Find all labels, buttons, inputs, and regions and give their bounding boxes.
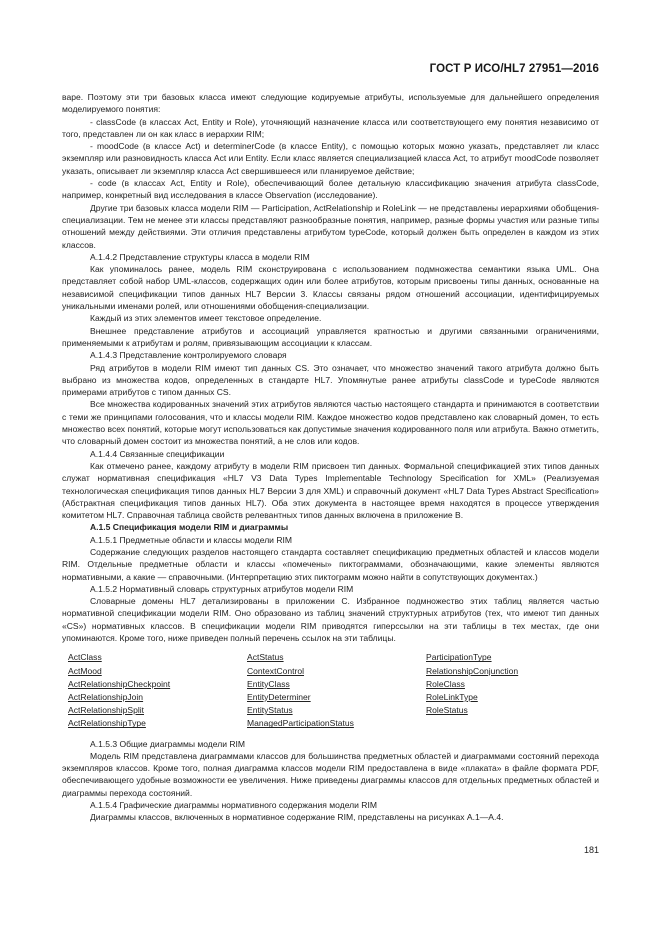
link-participation-type[interactable]: ParticipationType: [426, 652, 492, 663]
standard-header: ГОСТ Р ИСО/HL7 27951—2016: [429, 63, 599, 75]
link-role-link-type[interactable]: RoleLinkType: [426, 691, 478, 702]
link-act-class[interactable]: ActClass: [68, 652, 102, 663]
paragraph: Каждый из этих элементов имеет текстовое определение.: [90, 313, 322, 324]
link-relationship-conjunction[interactable]: RelationshipConjunction: [426, 665, 519, 676]
link-act-relationship-checkpoint[interactable]: ActRelationshipCheckpoint: [68, 678, 171, 689]
paragraph: Внешнее представление атрибутов и ассоциаций управляется кратностью и другими связанными ограничениями, применяемыми к атрибутам и ролям, привязывающим ассоциации к классам.: [62, 325, 599, 348]
link-act-relationship-split[interactable]: ActRelationshipSplit: [68, 705, 145, 716]
list-item: - classCode (в классах Act, Entity и Role), уточняющий назначение класса или соответствующего ему понятия независимо от того, представлен ли он как класс в иерархии RIM;: [62, 116, 599, 139]
link-act-status[interactable]: ActStatus: [247, 652, 284, 663]
link-entity-status[interactable]: EntityStatus: [247, 705, 293, 716]
paragraph: Как отмечено ранее, каждому атрибуту в модели RIM присвоен тип данных. Формальной спецификацией этих типов данных служат нормативная спецификация «HL7 V3 Data Types Implementable Technology Specification for XML» (Реализуемая технологическая спецификация типов данных HL7 Версии 3 для XML) и справочный документ «HL7 Data Types Abstract Specification» (Абстрактная спецификация типов данных HL7). Оба этих документа в настоящее время находятся в процессе утверждения комитетом HL7. Справочная таблица свойств релевантных типов данных включена в приложение В.: [62, 460, 599, 521]
list-item: - moodCode (в классе Act) и determinerCode (в классе Entity), с помощью которых можно указать, представляет ли класс экземпляр или разновидность класса Act или Entity. Если класс является специализацией класса Act, то атрибут moodCode позволяет указать, описывает ли экземпляр класса Act свершившееся или планируемое действие;: [62, 141, 599, 176]
paragraph: Модель RIM представлена диаграммами классов для большинства предметных областей и диаграммами состояний перехода экземпляров классов. Кроме того, полная диаграмма классов модели RIM предоставлена в виде «плаката» в файле формата PDF, обеспечивающего удобные возможности ее увеличения. Ниже приведены диаграммы классов для отдельных предметных областей и диаграммы перехода состояний.: [62, 750, 599, 798]
section-heading-bold: А.1.5 Спецификация модели RIM и диаграммы: [90, 522, 289, 533]
link-context-control[interactable]: ContextControl: [247, 665, 305, 676]
paragraph: Как упоминалось ранее, модель RIM сконструирована с использованием подмножества семантики языка UML. Она представляет собой набор UML-классов, содержащих один или более атрибутов, которым присвоены типы данных, основанные на независимой спецификации типов данных HL7 Версии 3. Классы связаны рядом отношений ассоциации, идентифицируемых уникальными именами ролей, или отношениями обобщения-специализации.: [62, 264, 599, 312]
section-heading: А.1.5.4 Графические диаграммы нормативного содержания модели RIM: [90, 800, 377, 811]
link-managed-participation-status[interactable]: ManagedParticipationStatus: [247, 718, 354, 729]
link-act-mood[interactable]: ActMood: [68, 665, 102, 676]
link-role-class[interactable]: RoleClass: [426, 678, 465, 689]
link-entity-class[interactable]: EntityClass: [247, 678, 290, 689]
paragraph: Диаграммы классов, включенных в нормативное содержание RIM, представлены на рисунках А.1—А.4.: [90, 812, 504, 823]
link-act-relationship-type[interactable]: ActRelationshipType: [68, 718, 146, 729]
link-entity-determiner[interactable]: EntityDeterminer: [247, 691, 311, 702]
paragraph: Ряд атрибутов в модели RIM имеют тип данных CS. Это означает, что множество значений такого атрибута должно быть выбрано из множества кодов, определенных в стандарте HL7. Упомянутые ранее атрибуты classCode и typeCode являются примерами атрибутов с типом данных CS.: [62, 362, 599, 398]
link-column-3: [426, 651, 605, 730]
link-column-2: [247, 651, 426, 730]
link-act-relationship-join[interactable]: ActRelationshipJoin: [68, 691, 144, 702]
link-role-status[interactable]: RoleStatus: [426, 705, 468, 716]
paragraph: Другие три базовых класса модели RIM — Participation, ActRelationship и RoleLink — не представлены иерархиями обобщения-специализации. Тем не менее эти классы представляют разнообразные понятия, например, разные формы участия или разные типы отношений между действиями. Эти отличия представлены атрибутом typeCode, который должен быть определен в каждом из этих классов.: [62, 202, 599, 250]
page-number: 181: [583, 845, 599, 855]
section-heading: А.1.5.3 Общие диаграммы модели RIM: [90, 738, 246, 749]
link-column-1: [68, 651, 247, 730]
paragraph: варе. Поэтому эти три базовых класса имеют следующие кодируемые атрибуты, используемые для дальнейшего определения моделируемого понятия:: [62, 92, 599, 115]
section-heading: А.1.4.3 Представление контролируемого словаря: [90, 350, 287, 361]
section-heading: А.1.5.1 Предметные области и классы модели RIM: [90, 534, 292, 545]
section-heading: А.1.5.2 Нормативный словарь структурных атрибутов модели RIM: [90, 583, 354, 594]
section-heading: А.1.4.2 Представление структуры класса в модели RIM: [90, 251, 310, 262]
list-item: - code (в классах Act, Entity и Role), обеспечивающий более детальную классификацию значения атрибута classCode, например, конкретный вид исследования в классе Observation (исследование).: [62, 178, 599, 201]
section-heading: А.1.4.4 Связанные спецификации: [90, 448, 225, 459]
document-body: [62, 91, 599, 824]
paragraph: Все множества кодированных значений этих атрибутов являются частью настоящего стандарта и принимаются в соответствии с теми же принципами голосования, что и классы модели RIM. Каждое множество кодов представлено как словарный домен, то есть множество всех понятий, которые могут использоваться как допустимые значения кодированного поля или атрибута. Важно отметить, что словарный домен состоит из множества понятий, а не слов или кодов.: [62, 399, 599, 447]
paragraph: Словарные домены HL7 детализированы в приложении С. Избранное подмножество этих таблиц является частью нормативной спецификации модели RIM. Оно образовано из таблиц значений структурных атрибутов (тех, что имеют тип данных «CS») нормативных классов. В спецификации модели RIM приводятся гиперссылки на эти таблицы в тех местах, где они упоминаются. Кроме того, ниже приведен полный перечень ссылок на эти таблицы.: [62, 596, 599, 644]
hyperlink-table: [68, 651, 599, 730]
paragraph: Содержание следующих разделов настоящего стандарта составляет спецификацию предметных областей и классов модели RIM. Отдельные предметные области и классы «помечены» пиктограммами, обозначающими, какие элементы являются нормативными, а какие — справочными. (Интерпретацию этих пиктограмм можно найти в сопутствующих документах.): [62, 546, 599, 582]
